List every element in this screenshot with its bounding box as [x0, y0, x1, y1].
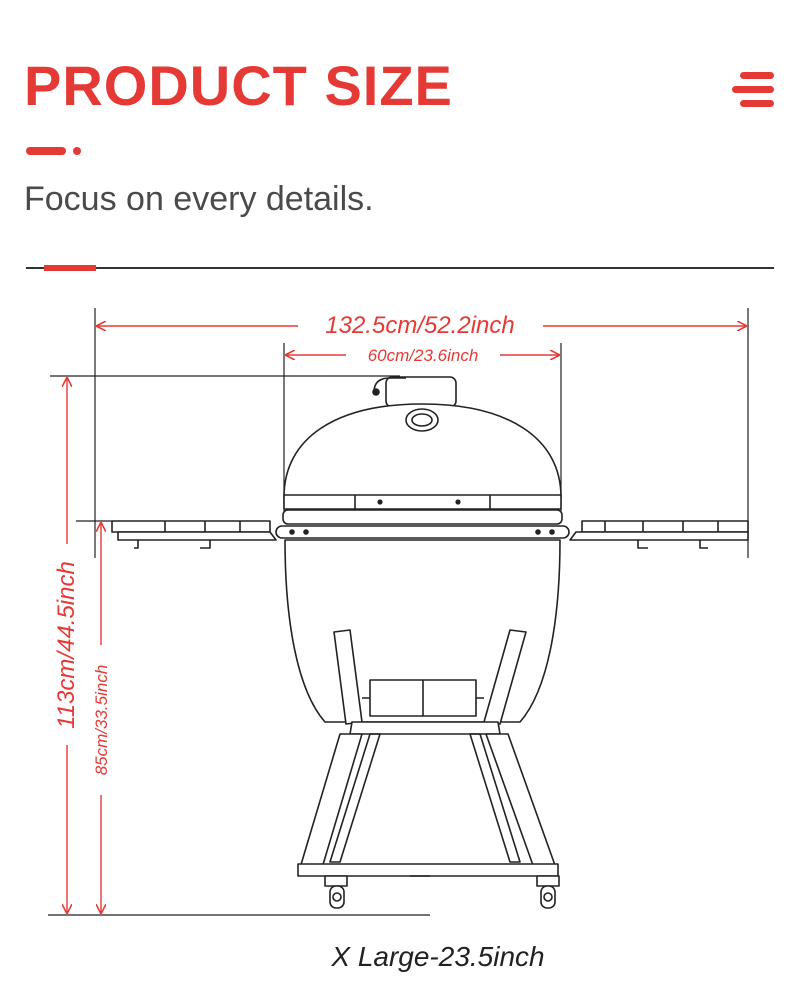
right-caster — [537, 876, 559, 908]
gasket-rim — [283, 510, 562, 524]
grill-dimension-diagram — [0, 280, 800, 998]
total-width-label: 132.5cm/52.2inch — [325, 312, 515, 339]
title-underline — [26, 146, 82, 156]
left-side-shelf — [112, 521, 276, 548]
table-height-label: 85cm/33.5inch — [92, 664, 111, 776]
subtitle: Focus on every details. — [24, 180, 374, 218]
right-side-shelf — [570, 521, 748, 548]
section-divider — [26, 267, 774, 269]
grill-width-label: 60cm/23.6inch — [367, 346, 479, 365]
page-title: PRODUCT SIZE — [24, 54, 453, 117]
grill-drawing — [112, 377, 748, 908]
left-caster — [325, 876, 347, 908]
top-vent — [373, 377, 456, 407]
model-label: X Large-23.5inch — [331, 941, 545, 972]
divider-accent — [44, 265, 96, 271]
menu-icon[interactable] — [730, 70, 776, 110]
total-height-label: 113cm/44.5inch — [53, 561, 80, 729]
lid-band — [284, 495, 561, 509]
